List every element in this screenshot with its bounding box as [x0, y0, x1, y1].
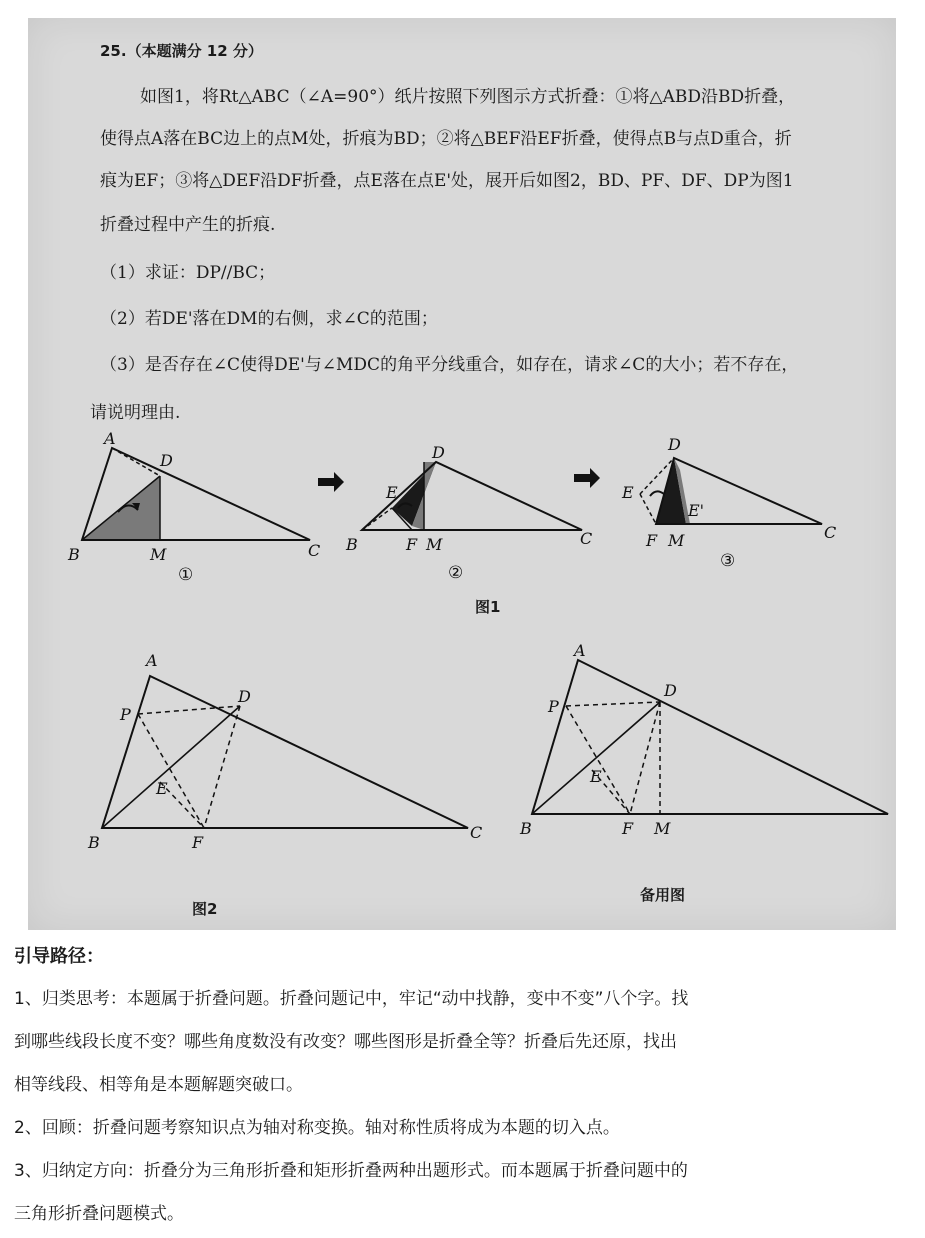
fig1-caption: 图1 [475, 598, 501, 616]
backup-figure [519, 641, 888, 838]
point-p-fig2: P [120, 705, 131, 724]
point-c-fig1: C [308, 541, 321, 560]
guide-line-1: 1、归类思考：本题属于折叠问题。折叠问题记中，牢记“动中找静，变中不变”八个字。找 [14, 989, 689, 1009]
point-m-fig1-2: M [426, 535, 443, 554]
intro-line-4: 折叠过程中产生的折痕. [100, 215, 276, 235]
point-c-fig1-3: C [824, 523, 837, 542]
point-c-fig2: C [470, 823, 483, 842]
point-m-backup: M [654, 819, 671, 838]
problem-header: 25.（本题满分 12 分） [100, 42, 263, 60]
point-m-fig1: M [150, 545, 167, 564]
point-e-prime-fig1-3: E' [688, 501, 705, 520]
point-f-backup: F [622, 819, 634, 838]
intro-line-2: 使得点A落在BC边上的点M处，折痕为BD；②将△BEF沿EF折叠，使得点B与点D重合，折 [100, 129, 792, 149]
point-f-fig2: F [192, 833, 204, 852]
step-label-2: ② [448, 563, 464, 583]
fig2-caption: 图2 [192, 900, 218, 918]
point-d-backup: D [664, 681, 677, 700]
guide-line-4: 2、回顾：折叠问题考察知识点为轴对称变换。轴对称性质将成为本题的切入点。 [14, 1118, 620, 1138]
question-3-line-1: （3）是否存在∠C使得DE'与∠MDC的角平分线重合，如存在，请求∠C的大小；若不存在， [100, 355, 799, 375]
point-d-fig2: D [238, 687, 251, 706]
point-b-fig2: B [88, 833, 100, 852]
point-e-fig2: E [156, 779, 168, 798]
point-e-fig1-2: E [386, 483, 398, 502]
point-a-backup: A [574, 641, 586, 660]
point-d-fig1-3: D [668, 435, 681, 454]
point-f-fig1-3: F [646, 531, 658, 550]
guide-line-2: 到哪些线段长度不变？哪些角度数没有改变？哪些图形是折叠全等？折叠后先还原，找出 [14, 1032, 677, 1052]
point-e-backup: E [590, 767, 602, 786]
fig1-step1 [67, 429, 320, 585]
fig1-step2 [345, 443, 592, 583]
step-label-3: ③ [720, 551, 736, 571]
step-label-1: ① [178, 565, 194, 585]
point-d-fig1-2: D [432, 443, 445, 462]
fig1-step3 [621, 435, 836, 571]
point-d-fig1: D [160, 451, 173, 470]
backup-caption: 备用图 [640, 886, 686, 904]
point-b-fig1-2: B [346, 535, 358, 554]
point-e-fig1-3: E [622, 483, 634, 502]
point-c-fig1-2: C [580, 529, 593, 548]
arrow-icon-2 [574, 468, 600, 488]
point-a-fig1: A [104, 429, 116, 448]
intro-line-1: 如图1，将Rt△ABC（∠A=90°）纸片按照下列图示方式折叠：①将△ABD沿BD折叠， [140, 87, 796, 107]
question-2: （2）若DE'落在DM的右侧，求∠C的范围； [100, 309, 438, 329]
point-b-fig1: B [68, 545, 80, 564]
guide-line-3: 相等线段、相等角是本题解题突破口。 [14, 1075, 303, 1095]
point-b-backup: B [520, 819, 532, 838]
point-a-fig2: A [146, 651, 158, 670]
guide-line-5: 3、归纳定方向：折叠分为三角形折叠和矩形折叠两种出题形式。而本题属于折叠问题中的 [14, 1161, 688, 1181]
point-m-fig1-3: M [668, 531, 685, 550]
guide-line-6: 三角形折叠问题模式。 [14, 1204, 184, 1224]
question-1: （1）求证：DP//BC； [100, 263, 276, 283]
intro-line-3: 痕为EF；③将△DEF沿DF折叠，点E落在点E'处，展开后如图2，BD、PF、DF、DP为图1 [100, 171, 794, 191]
figure-2 [87, 651, 482, 852]
question-3-line-2: 请说明理由. [90, 403, 181, 423]
guide-heading: 引导路径： [14, 946, 104, 967]
point-f-fig1-2: F [406, 535, 418, 554]
arrow-icon [318, 472, 344, 492]
point-p-backup: P [548, 697, 559, 716]
